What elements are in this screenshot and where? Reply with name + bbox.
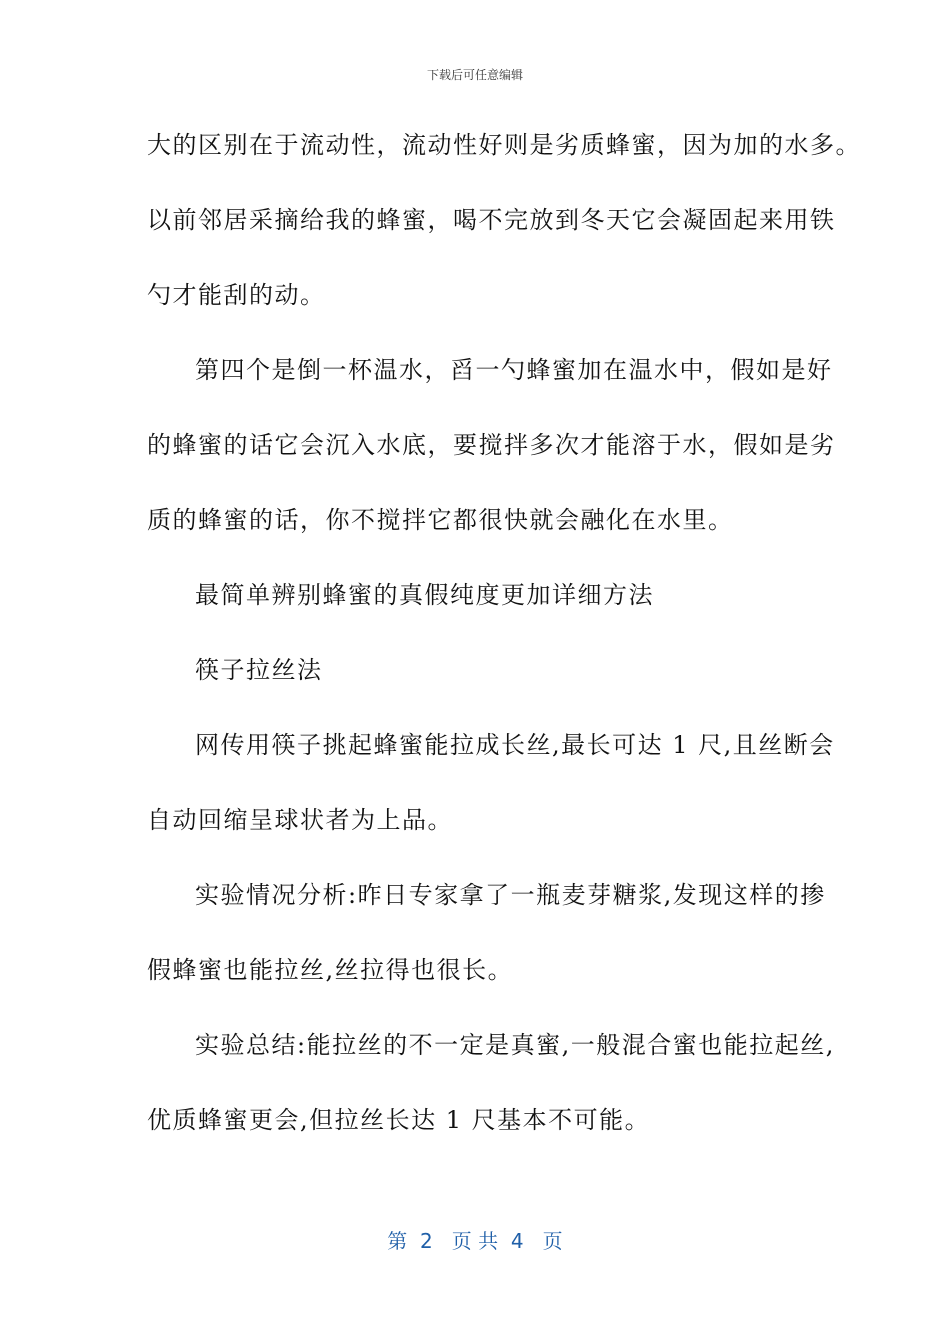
- body-line: 第四个是倒一杯温水，舀一勺蜂蜜加在温水中，假如是好: [195, 356, 833, 384]
- body-line: 优质蜂蜜更会,但拉丝长达 1 尺基本不可能。: [147, 1106, 651, 1134]
- body-line: 自动回缩呈球状者为上品。: [147, 806, 453, 834]
- body-line: 实验总结:能拉丝的不一定是真蜜,一般混合蜜也能拉起丝,: [195, 1031, 835, 1059]
- body-line: 大的区别在于流动性，流动性好则是劣质蜂蜜，因为加的水多。: [147, 131, 861, 159]
- header-note: 下载后可任意编辑: [426, 68, 523, 82]
- body-line: 网传用筷子挑起蜂蜜能拉成长丝,最长可达 1 尺,且丝断会: [195, 731, 835, 759]
- body-line: 的蜂蜜的话它会沉入水底，要搅拌多次才能溶于水，假如是劣: [147, 431, 836, 459]
- section-heading: 最简单辨别蜂蜜的真假纯度更加详细方法: [195, 581, 654, 609]
- body-line: 实验情况分析:昨日专家拿了一瓶麦芽糖浆,发现这样的掺: [195, 881, 826, 909]
- body-line: 质的蜂蜜的话，你不搅拌它都很快就会融化在水里。: [147, 506, 734, 534]
- body-line: 勺才能刮的动。: [147, 281, 326, 309]
- body-line: 假蜂蜜也能拉丝,丝拉得也很长。: [147, 956, 514, 984]
- page-number-footer: 第 2 页 共 4 页: [387, 1229, 563, 1253]
- subsection-heading: 筷子拉丝法: [195, 656, 323, 684]
- body-line: 以前邻居采摘给我的蜂蜜，喝不完放到冬天它会凝固起来用铁: [147, 206, 836, 234]
